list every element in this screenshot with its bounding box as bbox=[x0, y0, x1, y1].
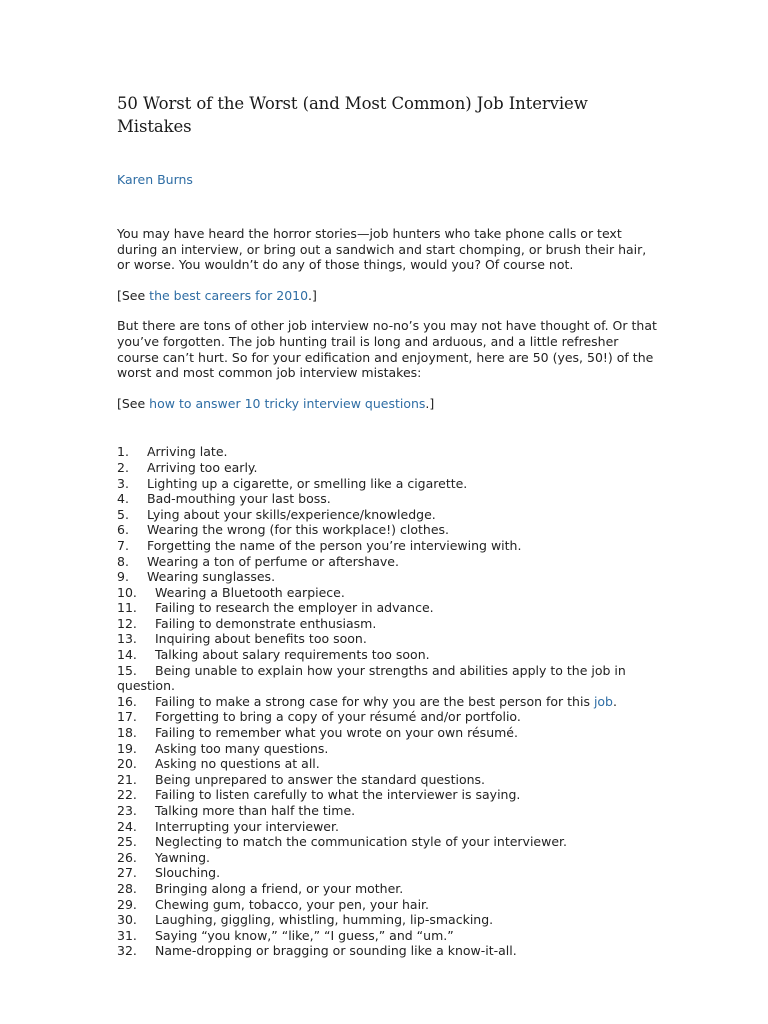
see-suffix: .] bbox=[308, 287, 317, 303]
list-item-number: 5. bbox=[117, 506, 129, 522]
see-prefix: [See bbox=[117, 287, 150, 303]
list-item-number: 24. bbox=[117, 818, 137, 834]
list-item-text: Asking no questions at all. bbox=[155, 756, 320, 772]
article-title: 50 Worst of the Worst (and Most Common) Job Interview Mistakes bbox=[117, 94, 588, 136]
list-item bbox=[117, 803, 657, 819]
list-item bbox=[117, 819, 657, 835]
list-item-number: 12. bbox=[117, 615, 137, 631]
list-item-text: Failing to demonstrate enthusiasm. bbox=[155, 615, 377, 631]
list-item-number: 15. bbox=[117, 662, 137, 678]
list-item bbox=[117, 491, 657, 507]
list-item-number: 13. bbox=[117, 631, 137, 647]
list-item-number: 31. bbox=[117, 927, 137, 943]
list-item-text: Arriving late. bbox=[147, 444, 228, 460]
list-item-text: Forgetting to bring a copy of your résumé and/or portfolio. bbox=[155, 709, 521, 725]
list-item-number: 10. bbox=[117, 584, 137, 600]
list-item bbox=[117, 897, 657, 913]
list-item-text: Being unable to explain how your strengths and abilities apply to the job in question. bbox=[117, 662, 626, 694]
list-item bbox=[117, 600, 657, 616]
list-item-text: Neglecting to match the communication style of your interviewer. bbox=[155, 834, 567, 850]
body-paragraph: But there are tons of other job interview no-no’s you may not have thought of. Or that you’ve forgotten. The job hunting trail is long and arduous, and a little refresher course can’t hurt. So for your edification and enjoyment, here are 50 (yes, 50!) of the worst and most common job interview mistakes: bbox=[117, 318, 657, 381]
list-item-text: Asking too many questions. bbox=[155, 740, 329, 756]
list-item bbox=[117, 554, 657, 570]
list-item-number: 17. bbox=[117, 709, 137, 725]
list-item-number: 19. bbox=[117, 740, 137, 756]
list-item-number: 6. bbox=[117, 522, 129, 538]
list-item-text: Yawning. bbox=[155, 849, 211, 865]
list-item bbox=[117, 912, 657, 928]
list-item-text: Failing to listen carefully to what the interviewer is saying. bbox=[155, 787, 521, 803]
list-item bbox=[117, 694, 657, 710]
list-item bbox=[117, 476, 657, 492]
list-item-text: Inquiring about benefits too soon. bbox=[155, 631, 367, 647]
list-item-text: Saying “you know,” “like,” “I guess,” and “um.” bbox=[155, 927, 454, 943]
list-item bbox=[117, 522, 657, 538]
list-item-number: 20. bbox=[117, 756, 137, 772]
list-item bbox=[117, 507, 657, 523]
list-item-text: Talking about salary requirements too soon. bbox=[155, 647, 430, 663]
list-item bbox=[117, 787, 657, 803]
list-item bbox=[117, 616, 657, 632]
list-item-number: 11. bbox=[117, 600, 137, 616]
list-item-text: Name-dropping or bragging or sounding like a know-it-all. bbox=[155, 943, 517, 959]
list-item-number: 16. bbox=[117, 693, 137, 709]
list-item-number: 1. bbox=[117, 444, 129, 460]
list-item-number: 25. bbox=[117, 834, 137, 850]
list-item-text: Interrupting your interviewer. bbox=[155, 818, 339, 834]
list-item-text: Wearing sunglasses. bbox=[147, 569, 276, 585]
list-item-number: 23. bbox=[117, 803, 137, 818]
list-item-number: 18. bbox=[117, 725, 137, 741]
list-item-number: 21. bbox=[117, 771, 137, 787]
list-item bbox=[117, 663, 657, 694]
list-item-number: 32. bbox=[117, 943, 137, 959]
list-item bbox=[117, 647, 657, 663]
list-item-number: 22. bbox=[117, 787, 137, 803]
list-item bbox=[117, 741, 657, 757]
list-item-number: 30. bbox=[117, 912, 137, 928]
list-item bbox=[117, 881, 657, 897]
list-item-text: Being unprepared to answer the standard questions. bbox=[155, 771, 485, 787]
list-item-number: 28. bbox=[117, 880, 137, 896]
see-suffix: .] bbox=[425, 395, 435, 411]
list-item-number: 4. bbox=[117, 491, 129, 507]
list-item-text: Wearing the wrong (for this workplace!) clothes. bbox=[147, 522, 450, 538]
tricky-questions-link[interactable]: how to answer 10 tricky interview questions bbox=[149, 395, 426, 411]
list-item-text: Arriving too early. bbox=[147, 459, 258, 475]
see-best-careers-paragraph bbox=[117, 288, 657, 304]
list-item bbox=[117, 772, 657, 788]
list-item-number: 29. bbox=[117, 896, 137, 912]
list-item-number: 2. bbox=[117, 459, 129, 475]
document-page bbox=[117, 92, 657, 959]
author-link[interactable]: Karen Burns bbox=[117, 172, 193, 187]
list-item bbox=[117, 865, 657, 881]
best-careers-link[interactable]: the best careers for 2010 bbox=[149, 287, 309, 303]
see-tricky-questions-paragraph bbox=[117, 396, 657, 412]
list-item-text: Lying about your skills/experience/knowledge. bbox=[147, 506, 436, 522]
list-item-text: Failing to remember what you wrote on your own résumé. bbox=[155, 725, 518, 741]
list-item-text: Lighting up a cigarette, or smelling like a cigarette. bbox=[147, 475, 468, 491]
mistakes-list bbox=[117, 444, 657, 959]
list-item-text: Failing to make a strong case for why you are the best person for this bbox=[155, 693, 594, 709]
list-item bbox=[117, 631, 657, 647]
list-item-number: 26. bbox=[117, 849, 137, 865]
list-item-text: Bad-mouthing your last boss. bbox=[147, 491, 331, 507]
job-link[interactable]: job bbox=[593, 693, 613, 709]
list-item bbox=[117, 585, 657, 601]
list-item bbox=[117, 460, 657, 476]
list-item bbox=[117, 538, 657, 554]
list-item-number: 14. bbox=[117, 647, 137, 663]
list-item bbox=[117, 928, 657, 944]
list-item-text: Wearing a Bluetooth earpiece. bbox=[155, 584, 345, 600]
list-item-suffix: . bbox=[613, 693, 617, 709]
list-item-text: Bringing along a friend, or your mother. bbox=[155, 880, 404, 896]
list-item bbox=[117, 756, 657, 772]
list-item-number: 9. bbox=[117, 569, 129, 585]
list-item-text: Forgetting the name of the person you’re interviewing with. bbox=[147, 537, 522, 553]
list-item bbox=[117, 943, 657, 959]
list-item-text: Slouching. bbox=[155, 865, 221, 881]
see-prefix: [See bbox=[117, 395, 150, 411]
list-item-text: Chewing gum, tobacco, your pen, your hair. bbox=[155, 896, 430, 912]
list-item bbox=[117, 725, 657, 741]
list-item bbox=[117, 569, 657, 585]
list-item bbox=[117, 850, 657, 866]
list-item bbox=[117, 444, 657, 460]
list-item-number: 7. bbox=[117, 537, 129, 553]
list-item-number: 3. bbox=[117, 475, 129, 491]
list-item-text: Failing to research the employer in advance. bbox=[155, 600, 434, 616]
list-item-text: Wearing a ton of perfume or aftershave. bbox=[147, 553, 399, 569]
intro-paragraph: You may have heard the horror stories—job hunters who take phone calls or text during an interview, or bring out a sandwich and start chomping, or brush their hair, or worse. You wouldn’t do any of those things, would you? Of course not. bbox=[117, 226, 647, 273]
list-item bbox=[117, 834, 657, 850]
list-item-number: 8. bbox=[117, 553, 129, 569]
list-item bbox=[117, 709, 657, 725]
list-item-number: 27. bbox=[117, 865, 137, 881]
list-item-text: Laughing, giggling, whistling, humming, lip-smacking. bbox=[155, 912, 494, 928]
list-item-text: Talking more than half the time. bbox=[155, 803, 356, 818]
